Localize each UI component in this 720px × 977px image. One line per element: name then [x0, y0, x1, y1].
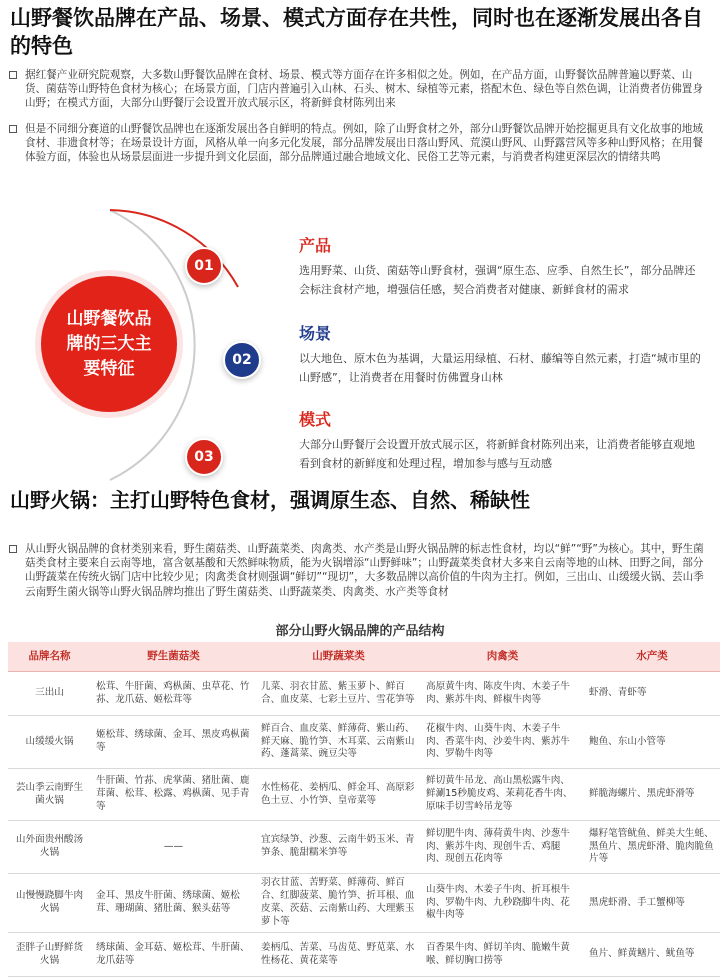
- cell-brand: 山缓缓火锅: [8, 716, 91, 769]
- cell-brand: 芸山季云南野生菌火锅: [8, 769, 91, 821]
- center-circle: [41, 276, 177, 412]
- cell-mushroom: 绣球菌、金耳菇、姬松茸、牛肝菌、龙爪菇等: [91, 933, 256, 977]
- cell-mushroom: ——: [91, 821, 256, 874]
- cell-seafood: 黑虎虾滑、手工蟹柳等: [584, 874, 720, 933]
- header-meat: 肉禽类: [421, 642, 584, 672]
- header-mushroom: 野生菌菇类: [91, 642, 256, 672]
- cell-meat: 山葵牛肉、木姜子牛肉、折耳根牛肉、罗勒牛肉、九秒跷脚牛肉、花椒牛肉等: [421, 874, 584, 933]
- cell-brand: 歪胖子山野鲜货火锅: [8, 933, 91, 977]
- intro-bullet-2: [9, 122, 709, 165]
- feature-number-02: 02: [223, 341, 261, 379]
- cell-seafood: 爆籽笔管鱿鱼、鲜美大生蚝、黑鱼片、黑虎虾滑、脆肉脆鱼片等: [584, 821, 720, 874]
- header-seafood: 水产类: [584, 642, 720, 672]
- cell-brand: 三出山: [8, 672, 91, 716]
- feature-desc-mode: 大部分山野餐厅会设置开放式展示区，将新鲜食材陈列出来，让消费者能够直观地看到食材的新鲜度和处理过程，增加参与感与互动感: [299, 438, 695, 470]
- cell-meat: 花椒牛肉、山葵牛肉、木姜子牛肉、香菜牛肉、沙姜牛肉、紫苏牛肉、罗勒牛肉等: [421, 716, 584, 769]
- cell-mushroom: 金耳、黑皮牛肝菌、绣球菌、姬松茸、珊瑚菌、猪肚菌、猴头菇等: [91, 874, 256, 933]
- feature-number-03: 03: [185, 438, 223, 476]
- cell-brand: 山慢慢跷脚牛肉火锅: [8, 874, 91, 933]
- intro-bullet-text: 但是不同细分赛道的山野餐饮品牌也在逐渐发展出各自鲜明的特点。例如，除了山野食材之外，部分山野餐饮品牌开始挖掘更具有文化故事的地域食材、非遗食材等；在场景设计方面，风格从单一向多元化发展，部分品牌发展出日落山野风、荒漠山野风、山野露营风等多种山野风格；在用餐体验方面，体验也从场景层面进一步提升到文化层面，部分品牌通过融合地域文化、民俗工艺等元素，与消费者构建更深层次的情绪共鸣: [25, 123, 703, 164]
- feature-title-mode: 模式: [299, 410, 332, 429]
- cell-meat: 高原黄牛肉、陈皮牛肉、木姜子牛肉、紫苏牛肉、鲜椒牛肉等: [421, 672, 584, 716]
- feature-title-product: 产品: [299, 236, 332, 255]
- square-bullet-icon: [9, 71, 17, 79]
- page-title: 山野餐饮品牌在产品、场景、模式方面存在共性，同时也在逐渐发展出各自的特色: [10, 6, 703, 58]
- section-title: 山野火锅：主打山野特色食材，强调原生态、自然、稀缺性: [10, 488, 530, 512]
- cell-vegetable: 鲜百合、血皮菜、鲜薄荷、紫山药、鲜天麻、脆竹笋、木耳菜、云南紫山药、蓬蒿菜、豌豆尖等: [256, 716, 421, 769]
- table-row: [8, 672, 720, 716]
- cell-seafood: 鲜脆海螺片、黑虎虾滑等: [584, 769, 720, 821]
- cell-mushroom: 松茸、牛肝菌、鸡枞菌、虫草花、竹荪、龙爪菇、姬松茸等: [91, 672, 256, 716]
- cell-vegetable: 宜宾绿笋、沙葱、云南牛奶玉米、青笋条、脆甜糯米笋等: [256, 821, 421, 874]
- feature-desc-product: 选用野菜、山货、菌菇等山野食材，强调“原生态、应季、自然生长”，部分品牌还会标注食材产地，增强信任感，契合消费者对健康、新鲜食材的需求: [299, 264, 696, 296]
- table-header-row: [8, 642, 720, 672]
- cell-vegetable: 水性杨花、姜柄瓜、鲜金耳、高原彩色土豆、小竹笋、皇帝菜等: [256, 769, 421, 821]
- cell-seafood: 鲍鱼、东山小管等: [584, 716, 720, 769]
- section-bullet-text: 从山野火锅品牌的食材类别来看，野生菌菇类、山野蔬菜类、肉禽类、水产类是山野火锅品牌的标志性食材，均以“鲜”“野”为核心。其中，野生菌菇类食材主要来自云南等地，富含氨基酸和天然鲜味物质，能为火锅增添“山野鲜味”；山野蔬菜类食材大多来自云南等地的山林、田野之间，部分山野蔬菜在传统火锅门店中比较少见；肉禽类食材则强调“鲜切”“现切”，大多数品牌以高价值的牛肉为主打。例如，三出山、山缓缓火锅、芸山季云南野生菌火锅等山野火锅品牌均推出了野生菌菇类、山野蔬菜类、肉禽类、水产类等食材: [25, 543, 704, 598]
- cell-vegetable: 姜柄瓜、苦菜、马齿苋、野苋菜、水性杨花、黄花菜等: [256, 933, 421, 977]
- header-brand: 品牌名称: [8, 642, 91, 672]
- intro-bullet-text: 据红餐产业研究院观察，大多数山野餐饮品牌在食材、场景、模式等方面存在许多相似之处。例如，在产品方面，山野餐饮品牌普遍以野菜、山货、菌菇等山野特色食材为核心；在场景方面，门店内普遍引入山林、石头、树木、绿植等元素，搭配木色、绿色等自然色调，让消费者仿佛置身山野；在模式方面，大部分山野餐厅会设置开放式展示区，将新鲜食材陈列出来: [25, 69, 703, 110]
- feature-desc-scene: 以大地色、原木色为基调，大量运用绿植、石材、藤编等自然元素，打造“城市里的山野感”，让消费者在用餐时仿佛置身山林: [299, 352, 701, 384]
- header-vegetable: 山野蔬菜类: [256, 642, 421, 672]
- cell-vegetable: 羽衣甘蓝、苦野菜、鲜薄荷、鲜百合、红脚菠菜、脆竹笋、折耳根、血皮菜、茨菇、云南紫山药、大理紫玉萝卜等: [256, 874, 421, 933]
- feature-title-scene: 场景: [299, 324, 332, 343]
- cell-brand: 山外面贵州酸汤火锅: [8, 821, 91, 874]
- table-title: 部分山野火锅品牌的产品结构: [275, 624, 445, 639]
- cell-seafood: 虾滑、青虾等: [584, 672, 720, 716]
- table-row: [8, 821, 720, 874]
- center-label: 山野餐饮品牌的三大主要特征: [66, 308, 152, 379]
- cell-vegetable: 儿菜、羽衣甘蓝、紫玉萝卜、鲜百合、血皮菜、七彩土豆片、雪花笋等: [256, 672, 421, 716]
- cell-meat: 鲜切肥牛肉、薄荷黄牛肉、沙葱牛肉、紫苏牛肉、现创牛舌、鸡腿肉、现创五花肉等: [421, 821, 584, 874]
- product-structure-table: [8, 642, 720, 977]
- cell-mushroom: 牛肝菌、竹荪、虎掌菌、猪肚菌、鹿茸菌、松茸、松露、鸡枞菌、见手青等: [91, 769, 256, 821]
- cell-seafood: 鱼片、鲜黄鳝片、鱿鱼等: [584, 933, 720, 977]
- table-row: [8, 874, 720, 933]
- cell-meat: 百香果牛肉、鲜切羊肉、脆嫩牛黄喉、鲜切胸口捞等: [421, 933, 584, 977]
- square-bullet-icon: [9, 545, 17, 553]
- cell-meat: 鲜切黄牛吊龙、高山黑松露牛肉、鲜涮15秒脆皮鸡、茉莉花香牛肉、原味手切雪岭吊龙等: [421, 769, 584, 821]
- cell-mushroom: 姬松茸、绣球菌、金耳、黑皮鸡枞菌等: [91, 716, 256, 769]
- square-bullet-icon: [9, 125, 17, 133]
- table-row: [8, 769, 720, 821]
- section-bullet: [9, 542, 709, 599]
- intro-bullet-1: [9, 68, 709, 111]
- table-row: [8, 716, 720, 769]
- features-diagram: [0, 205, 720, 485]
- feature-number-01: 01: [185, 247, 223, 285]
- table-row: [8, 933, 720, 977]
